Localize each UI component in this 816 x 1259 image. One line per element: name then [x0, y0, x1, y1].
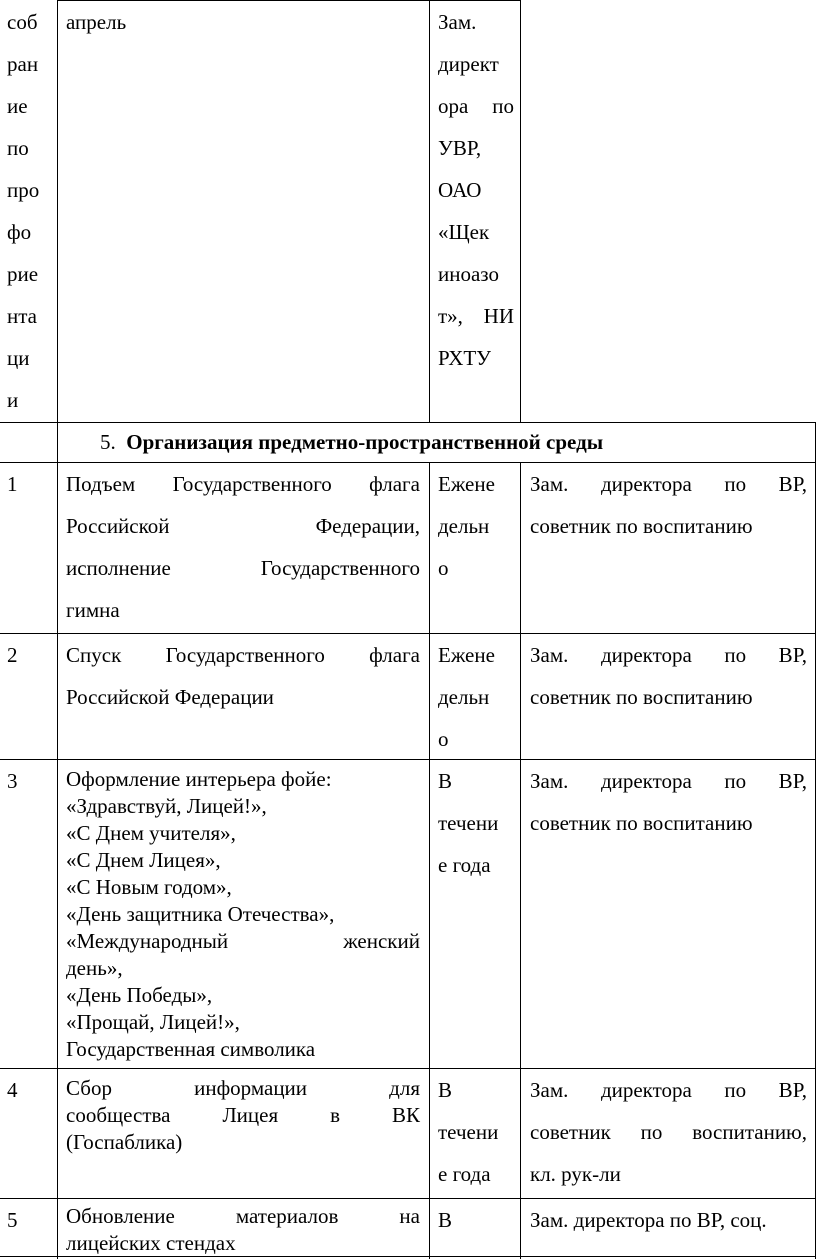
cell-line: (Госпаблика)	[66, 1130, 183, 1154]
cell-line: 5	[7, 1208, 18, 1232]
row-3-number	[7, 760, 52, 802]
row-5-number	[7, 1199, 52, 1241]
grid-line	[520, 0, 521, 422]
cell-line: 1	[7, 472, 18, 496]
cell-line: ора по	[438, 94, 514, 118]
top-row-col1	[7, 1, 55, 421]
cell-line: Зам.	[438, 10, 477, 34]
cell-line: советник по воспитанию,	[530, 1120, 807, 1144]
cell-line: е года	[438, 1162, 491, 1186]
cell-line: т», НИ	[438, 304, 514, 328]
cell-line: сообщества Лицея в ВК	[66, 1103, 420, 1127]
row-2-responsible	[530, 634, 807, 718]
top-row-col2	[66, 1, 421, 43]
cell-line: Сбор информации для	[66, 1076, 420, 1100]
row-5-time	[438, 1199, 514, 1241]
cell-line: «С Новым годом»,	[66, 875, 232, 899]
cell-line: и	[7, 388, 19, 412]
cell-line: лицейских стендах	[66, 1231, 236, 1255]
cell-line: иноазо	[438, 262, 499, 286]
cell-line: дельн	[438, 514, 490, 538]
cell-line: рие	[7, 262, 39, 286]
cell-line: день»,	[66, 956, 123, 980]
cell-line: советник по воспитанию	[530, 811, 753, 835]
cell-line: Российской Федерации	[66, 685, 274, 709]
cell-line: е года	[438, 853, 491, 877]
cell-line: ОАО	[438, 178, 482, 202]
cell-line: 4	[7, 1078, 18, 1102]
cell-line: Ежене	[438, 472, 495, 496]
cell-line: «Международный женский	[66, 929, 420, 953]
row-2-time	[438, 634, 514, 760]
top-row-col3	[438, 1, 514, 379]
cell-line: Обновление материалов на	[66, 1204, 420, 1228]
cell-line: 3	[7, 769, 18, 793]
cell-line: УВР,	[438, 136, 482, 160]
cell-line: ран	[7, 52, 39, 76]
cell-line: фо	[7, 220, 32, 244]
section-title: Организация предметно-пространственной среды	[126, 430, 604, 454]
cell-line: ие	[7, 94, 28, 118]
cell-line: Зам. директора по ВР,	[530, 643, 807, 667]
cell-line: советник по воспитанию	[530, 514, 753, 538]
cell-line: Зам. директора по ВР,	[530, 472, 807, 496]
cell-line: апрель	[66, 10, 127, 34]
cell-line: Спуск Государственного флага	[66, 643, 420, 667]
cell-line: исполнение Государственного	[66, 556, 420, 580]
section-number: 5.	[100, 430, 116, 454]
cell-line: В	[438, 1208, 453, 1232]
cell-line: течени	[438, 1120, 499, 1144]
cell-line: дельн	[438, 685, 490, 709]
row-4-responsible	[530, 1069, 807, 1195]
row-5-event	[66, 1203, 420, 1257]
cell-line: ци	[7, 346, 30, 370]
cell-line: «С Днем Лицея»,	[66, 848, 221, 872]
cell-line: РХТУ	[438, 346, 492, 370]
grid-line	[429, 0, 430, 422]
cell-line: гимна	[66, 598, 120, 622]
row-3-responsible	[530, 760, 807, 844]
cell-line: В	[438, 769, 453, 793]
row-4-time	[438, 1069, 514, 1195]
row-1-number	[7, 463, 52, 505]
cell-line: о	[438, 556, 449, 580]
row-2-event	[66, 634, 420, 718]
row-5-responsible	[530, 1199, 810, 1241]
row-2-number	[7, 634, 52, 676]
cell-line: Российской Федерации,	[66, 514, 420, 538]
row-3-time	[438, 760, 514, 886]
cell-line: нта	[7, 304, 37, 328]
cell-line: Подъем Государственного флага	[66, 472, 420, 496]
cell-line: «С Днем учителя»,	[66, 821, 236, 845]
cell-line: директ	[438, 52, 499, 76]
grid-line	[429, 462, 430, 1259]
section-header	[100, 423, 800, 461]
cell-line: Оформление интерьера фойе:	[66, 767, 332, 791]
grid-line	[57, 0, 58, 1259]
cell-line: кл. рук-ли	[530, 1162, 621, 1186]
cell-line: по	[7, 136, 29, 160]
row-4-event	[66, 1075, 420, 1156]
row-1-time	[438, 463, 514, 589]
cell-line: Ежене	[438, 643, 495, 667]
cell-line: советник по воспитанию	[530, 685, 753, 709]
grid-line	[520, 462, 521, 1259]
row-4-number	[7, 1069, 52, 1111]
row-3-event	[66, 766, 420, 1063]
cell-line: «День защитника Отечества»,	[66, 902, 335, 926]
cell-line: Государственная символика	[66, 1037, 316, 1061]
row-1-event	[66, 463, 420, 631]
cell-line: В	[438, 1078, 453, 1102]
cell-line: «День Победы»,	[66, 983, 213, 1007]
cell-line: Зам. директора по ВР, соц.	[530, 1208, 767, 1232]
cell-line: Зам. директора по ВР,	[530, 1078, 807, 1102]
cell-line: Зам. директора по ВР,	[530, 769, 807, 793]
cell-line: «Прощай, Лицей!»,	[66, 1010, 240, 1034]
cell-line: 2	[7, 643, 18, 667]
cell-line: соб	[7, 10, 38, 34]
cell-line: «Здравствуй, Лицей!»,	[66, 794, 267, 818]
row-1-responsible	[530, 463, 807, 547]
cell-line: о	[438, 727, 449, 751]
cell-line: «Щек	[438, 220, 490, 244]
cell-line: течени	[438, 811, 499, 835]
cell-line: про	[7, 178, 40, 202]
